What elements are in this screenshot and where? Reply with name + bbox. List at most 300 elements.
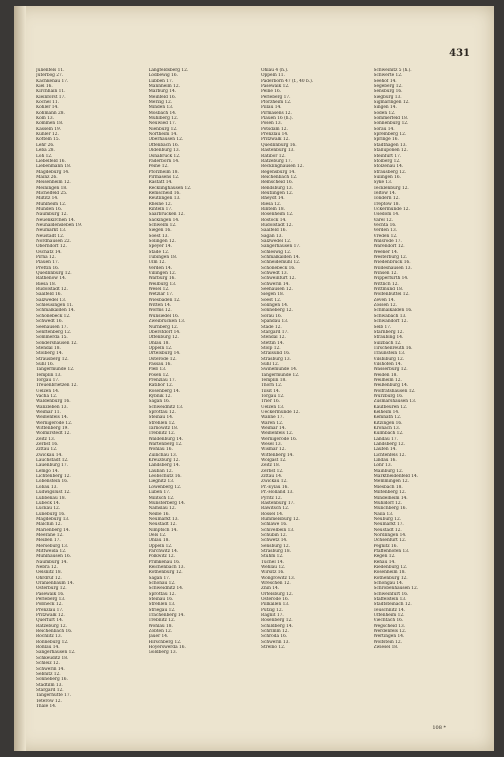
index-entry: Pforzheim 18. xyxy=(148,169,179,175)
index-entry: Parchwitz 14. xyxy=(148,548,179,554)
index-entry: Reichenbach 13. xyxy=(148,564,185,570)
signature-mark: 108 * xyxy=(432,725,446,731)
index-entry: Ohrdruf 12. xyxy=(36,575,62,581)
index-entry: Rendsburg 13. xyxy=(261,185,294,191)
index-entry: Weißenfels 12. xyxy=(261,431,294,437)
index-entry: Schwerin 13. xyxy=(261,639,290,645)
index-entry: Trebnitz 12. xyxy=(148,431,176,437)
index-entry: Neuburg 12. xyxy=(373,516,402,522)
index-entry: Teterow 12. xyxy=(36,698,62,704)
index-entry: Oppeln 12. xyxy=(148,543,173,549)
index-entry: Weilburg 13. xyxy=(148,281,177,287)
index-entry: Peine 12. xyxy=(148,164,169,170)
index-entry: Merseburg 13. xyxy=(36,543,69,549)
index-entry: Wesel 12. xyxy=(148,287,170,293)
index-entry: Sömmerda 15. xyxy=(36,335,68,341)
index-entry: Pillkallen 13. xyxy=(261,602,290,608)
index-entry: Sensburg 12. xyxy=(261,543,290,549)
index-entry: Osterode 12. xyxy=(148,356,177,362)
index-entry: Neuhaldensleben 19. xyxy=(36,222,83,228)
index-entry: Ohlau 18. xyxy=(148,340,170,346)
index-entry: Sagan 13. xyxy=(261,233,283,239)
index-entry: Rybnik 12. xyxy=(148,393,172,399)
index-entry: Lichtenfels 12. xyxy=(373,452,406,458)
index-entry: Neuwied 17. xyxy=(148,121,177,127)
index-entry: Strelno 12. xyxy=(261,645,286,651)
index-entry: Trier 16. xyxy=(261,399,281,405)
index-entry: Löwenberg 12. xyxy=(148,484,182,490)
index-entry: Rudolstadt 12. xyxy=(36,287,68,293)
index-entry: Kötteln 15. xyxy=(36,137,61,143)
index-entry: Swinemünde 14. xyxy=(261,367,298,373)
index-entry: Solingen 14. xyxy=(261,303,289,309)
index-entry: Schildberg 14. xyxy=(261,623,293,629)
index-entry: Vreden 12. xyxy=(373,233,398,239)
index-entry: Kachkenau 17. xyxy=(36,78,69,84)
index-entry: Rostock 14. xyxy=(261,217,287,223)
index-entry: Usedom 14. xyxy=(373,212,400,218)
index-entry: Säckingen 14. xyxy=(148,217,180,223)
index-entry: Verden 14. xyxy=(148,265,173,271)
index-entry: Warendorf 12. xyxy=(373,244,405,250)
index-entry: Goldberg 13. xyxy=(148,650,177,656)
index-entry: Zweibrücken 13. xyxy=(148,319,186,325)
index-entry: Leobschütz 16. xyxy=(148,474,182,480)
index-entry: Stendal 18. xyxy=(36,345,61,351)
index-column-1 xyxy=(36,68,143,725)
index-entry: Kitzingen 16. xyxy=(373,420,403,426)
index-entry: Osnabrück 12. xyxy=(148,153,181,159)
index-entry: Reutlingen 13. xyxy=(148,196,181,202)
index-entry: Rehau 14. xyxy=(373,559,396,565)
index-entry: Lauenburg 17. xyxy=(36,463,69,469)
index-entry: Mannheim 12. xyxy=(148,84,180,90)
index-entry: Schroda 16. xyxy=(261,634,288,640)
index-entry: Schneidemühl 12. xyxy=(261,260,301,266)
index-entry: Suhl 16. xyxy=(36,361,55,367)
index-entry: Wittenberg 19. xyxy=(36,426,69,432)
index-entry: Nördlingen 14. xyxy=(373,532,407,538)
index-entry: Vacha 12. xyxy=(36,393,58,399)
index-entry: Malchin 12. xyxy=(36,522,62,528)
index-entry: Plauen 16 (h.). xyxy=(261,116,293,122)
index-entry: Münchberg 16. xyxy=(373,506,407,512)
index-entry: Zossen 12. xyxy=(373,303,397,309)
index-entry: Schwetz 14. xyxy=(261,538,288,544)
index-entry: Riesa 12. xyxy=(261,201,282,207)
index-entry: Rochlitz 13. xyxy=(36,634,62,640)
index-entry: Stargard 17. xyxy=(261,329,289,335)
index-entry: Pirmasens 12. xyxy=(261,110,292,116)
index-entry: Sulzbach 12. xyxy=(373,340,402,346)
index-entry: Nimptsch 14. xyxy=(148,527,178,533)
index-entry: Sensburg 16. xyxy=(373,89,403,95)
index-entry: Soest 12. xyxy=(261,297,282,303)
index-entry: Wegscheid 13. xyxy=(373,623,406,629)
index-entry: Thorn 12. xyxy=(261,383,283,389)
index-entry: Znin 14. xyxy=(261,586,280,592)
index-entry: Rastatt 14. xyxy=(148,180,173,186)
index-entry: Marienberg 14. xyxy=(36,527,70,533)
index-entry: Lindau 16. xyxy=(373,458,397,464)
index-entry: Wildeshausen 13. xyxy=(373,265,412,271)
index-entry: Marburg 14. xyxy=(148,89,177,95)
index-entry: Witten 14. xyxy=(148,303,172,309)
index-entry: Spandau 13. xyxy=(261,319,289,325)
index-entry: Peine 16. xyxy=(261,89,282,95)
index-entry: Nordhausen 22. xyxy=(36,239,71,244)
index-entry: Templin 13. xyxy=(36,372,62,378)
index-entry: Neumarkt 13. xyxy=(36,228,67,234)
index-entry: Stadtilm 13. xyxy=(36,682,63,688)
index-entry: Landsberg 12. xyxy=(373,442,405,448)
index-entry: Northeim 14. xyxy=(148,132,178,138)
index-entry: Ragnit 17. xyxy=(261,613,284,619)
index-entry: Kleinforst 17. xyxy=(36,94,66,100)
index-entry: Wolgast 12. xyxy=(261,458,287,464)
index-entry: Querfurt 14. xyxy=(36,618,64,624)
index-entry: Prenzlau 17. xyxy=(148,377,176,383)
index-entry: Soest 13. xyxy=(148,233,169,239)
index-entry: Stallupönen 12. xyxy=(373,148,408,154)
index-entry: Rosenberg 14. xyxy=(148,388,181,394)
index-entry: Waldenburg 14. xyxy=(148,436,184,442)
index-entry: Lehr 26. xyxy=(36,142,55,148)
index-entry: Varel 12. xyxy=(373,217,393,223)
index-entry: Schwerin 14. xyxy=(36,666,65,672)
index-entry: Salzwedel 13. xyxy=(36,297,67,303)
index-entry: Stolberg 14. xyxy=(36,351,63,357)
index-entry: Ratzeburg 12. xyxy=(36,623,67,629)
index-entry: Oberstdorf 14. xyxy=(148,329,181,335)
index-entry: Zerbst 12. xyxy=(261,468,284,474)
index-entry: Zwickau 14. xyxy=(36,452,63,458)
index-entry: Schkeuditz 18. xyxy=(36,655,69,661)
index-entry: Wunsiedel 16. xyxy=(148,313,180,319)
index-entry: Rothenburg 12. xyxy=(373,575,408,581)
index-entry: Meerane 12. xyxy=(36,532,64,538)
index-entry: Straubing 14. xyxy=(373,335,404,341)
index-entry: Suhl 12. xyxy=(261,361,280,367)
index-entry: Schweinfurt 12. xyxy=(261,276,296,282)
index-entry: Kohmann 28. xyxy=(36,110,65,116)
index-entry: Zwiesel 18. xyxy=(373,645,399,651)
index-entry: Rosenberg 12. xyxy=(261,618,293,624)
index-entry: Löh 12. xyxy=(36,153,53,159)
index-entry: Villingen 12. xyxy=(148,271,177,277)
index-entry: Mittweida 12. xyxy=(36,548,67,554)
index-entry: Ochsenfurt 12. xyxy=(373,538,407,544)
index-entry: Perleberg 13. xyxy=(36,597,66,603)
index-entry: Wertingen 14. xyxy=(373,634,405,640)
index-entry: Pritzwalk 12. xyxy=(261,137,290,143)
index-entry: Ortelsburg 14. xyxy=(148,351,181,357)
index-entry: Langfeldsberg 12. xyxy=(148,68,189,73)
index-entry: Regen 12. xyxy=(373,554,396,560)
index-entry: Rawitsch 12. xyxy=(261,506,290,512)
index-entry: Zeven 14. xyxy=(373,297,395,303)
page-number: 431 xyxy=(449,48,470,59)
index-entry: Trebnitz 12. xyxy=(148,618,176,624)
index-entry: Sagan 17. xyxy=(148,575,171,581)
index-entry: Wolfstein 12. xyxy=(373,639,402,645)
index-entry: Memmingen 12. xyxy=(373,479,409,485)
index-entry: Löbau 13. xyxy=(36,484,58,490)
index-entry: Osterode 16. xyxy=(261,597,290,603)
index-column-2 xyxy=(149,68,256,725)
index-entry: Vilshofen 14. xyxy=(373,361,402,367)
index-entry: Prenzlau 14. xyxy=(261,132,289,138)
index-entry: Kühler 12. xyxy=(36,132,59,138)
index-entry: Steinau 16. xyxy=(148,597,174,603)
index-entry: Stendal 12. xyxy=(261,335,286,341)
index-entry: Weißenburg 14. xyxy=(373,383,409,389)
index-entry: Striegau 12. xyxy=(148,607,176,613)
index-entry: Sonneberg 16. xyxy=(36,677,68,683)
index-entry: Ohlau 18. xyxy=(148,538,170,544)
index-entry: Meißen 17. xyxy=(36,538,61,544)
index-entry: Sonnenburg 12. xyxy=(373,121,409,127)
index-entry: Weener 14. xyxy=(373,249,399,255)
index-entry: Strasburg 18. xyxy=(261,548,292,554)
index-column-3 xyxy=(261,68,368,725)
index-entry: Weilheim 12. xyxy=(373,377,402,383)
index-entry: Offenburg 12. xyxy=(148,335,179,341)
index-entry: Rummelsburg 12. xyxy=(261,516,300,522)
index-entry: Stolzenau 14. xyxy=(373,164,404,170)
index-entry: Zobten 12. xyxy=(148,629,173,635)
index-entry: Tangermünde 12. xyxy=(36,367,75,373)
index-entry: Steinau 14. xyxy=(148,415,174,421)
index-entry: Lodbewig 16. xyxy=(148,73,178,79)
index-entry: Kemnath 12. xyxy=(373,415,402,421)
index-entry: Pillau 14. xyxy=(261,105,282,111)
index-entry: Neustadt 12. xyxy=(36,233,65,239)
index-entry: Stolberg 12. xyxy=(373,158,401,164)
index-entry: Schwerte 12. xyxy=(373,73,403,79)
index-entry: Kiel 16. xyxy=(36,84,53,90)
index-entry: Nienburg 12. xyxy=(148,126,178,132)
index-entry: Schweidnitz 13. xyxy=(148,404,184,410)
index-entry: Wernigerode 12. xyxy=(36,420,73,426)
index-entry: Zeitz 13. xyxy=(36,436,56,442)
index-entry: Nebra 12. xyxy=(36,564,58,570)
index-entry: Pößneck 12. xyxy=(36,602,63,608)
index-entry: Ueckermünde 12. xyxy=(261,410,300,415)
index-entry: Verden 13. xyxy=(373,228,398,234)
index-entry: Jauer 14. xyxy=(148,634,169,640)
index-entry: Lauban 12. xyxy=(148,468,173,474)
index-entry: Ratibor 12. xyxy=(261,153,286,159)
index-entry: Ratzeburg 17. xyxy=(261,158,292,164)
index-entry: Stadtsteinach 12. xyxy=(373,602,412,608)
index-entry: Osterburg 12. xyxy=(36,586,67,592)
index-entry: Pyritz 12. xyxy=(261,495,282,501)
index-entry: Teltow 14. xyxy=(373,190,397,196)
index-entry: Ratibor 12. xyxy=(148,383,174,389)
index-entry: Nürnberg 12. xyxy=(148,324,179,330)
index-entry: Roßlau 14. xyxy=(36,645,60,651)
index-entry: Neumarkt 17. xyxy=(373,522,404,528)
index-entry: Weimar 14. xyxy=(261,426,286,432)
index-entry: Winsen 12. xyxy=(373,271,398,277)
index-entry: Stuhm 12. xyxy=(261,554,284,560)
index-entry: Pr.-Eylau 16. xyxy=(261,484,289,490)
index-entry: Schubin 12. xyxy=(261,532,287,538)
index-entry: Neumarkt 13. xyxy=(148,516,179,522)
index-entry: Schweinitz 5 (h.). xyxy=(373,68,412,73)
index-entry: Springe 16. xyxy=(373,137,399,143)
index-entry: Lobenstein 16. xyxy=(36,479,69,485)
index-entry: Wolfratshausen 12. xyxy=(373,388,416,394)
index-entry: Wohlau 18. xyxy=(148,623,173,629)
index-entry: Rastenburg 17. xyxy=(261,500,295,506)
index-entry: Rheine 12. xyxy=(148,201,172,207)
index-entry: Solingen 12. xyxy=(148,239,176,244)
index-entry: Soden 12. xyxy=(373,110,396,116)
index-entry: Liebelfeld 16. xyxy=(36,158,66,164)
index-entry: Pirmasens 12. xyxy=(148,174,180,180)
index-column-4 xyxy=(374,68,481,725)
index-entry: Minden 13. xyxy=(148,105,174,111)
index-entry: Mainburg 12. xyxy=(373,468,404,474)
index-entry: Strausberg 12. xyxy=(373,169,407,175)
index-entry: Kelheim 14. xyxy=(373,410,400,415)
index-entry: Siegburg 13. xyxy=(373,94,402,100)
index-columns xyxy=(36,68,480,725)
index-entry: Wolfenbüttel 12. xyxy=(373,292,410,298)
index-entry: Singen 14. xyxy=(373,105,397,111)
index-entry: Traunstein 13. xyxy=(373,351,406,357)
index-entry: Wongrowitz 13. xyxy=(261,575,296,581)
index-entry: Tübingen 18. xyxy=(148,255,178,261)
index-entry: Staffelstein 13. xyxy=(373,597,407,603)
index-entry: Wolmirstedt 12. xyxy=(36,431,71,437)
index-entry: Kasseln 19. xyxy=(36,126,62,132)
index-entry: Laufen 14. xyxy=(373,447,397,453)
index-entry: Strehlen 12. xyxy=(148,420,176,426)
index-entry: Wanzleben 13. xyxy=(36,404,68,410)
index-entry: Reichenbach 16. xyxy=(36,629,73,635)
index-entry: Seehausen 12. xyxy=(261,287,293,293)
index-entry: Rathenow 14. xyxy=(36,276,67,282)
index-entry: Zerbst 16. xyxy=(36,442,59,448)
index-entry: Siegen 16. xyxy=(148,228,172,234)
index-entry: Sigmaringen 12. xyxy=(373,100,410,106)
index-entry: Wiedenbrück 16. xyxy=(373,260,411,266)
index-entry: Züllichau 13. xyxy=(148,452,178,458)
index-entry: Zittau 14. xyxy=(261,474,283,480)
index-entry: Sagan 16. xyxy=(148,399,171,405)
index-entry: Schwedt 16. xyxy=(36,319,64,325)
index-entry: Schweidnitz 14. xyxy=(148,586,184,592)
index-entry: Mühlheim 12. xyxy=(36,201,67,207)
index-entry: Schrobenhausen 12. xyxy=(373,586,419,592)
index-entry: Miesbach 18. xyxy=(373,484,403,490)
index-entry: Lohr 13. xyxy=(373,463,392,469)
index-entry: Oldenburg 13. xyxy=(148,148,180,154)
index-entry: Remscheid 16. xyxy=(261,180,294,186)
index-entry: Sangerhausen 12. xyxy=(36,650,76,656)
index-entry: Kommen 18. xyxy=(36,121,64,127)
index-entry: Vechta 16. xyxy=(373,222,397,228)
index-entry: Münsterberg 14. xyxy=(148,500,186,506)
index-entry: Ortelsburg 12. xyxy=(261,591,293,597)
index-entry: Teuschnitz 14. xyxy=(373,607,406,613)
index-entry: Stolp 12. xyxy=(261,345,281,351)
index-entry: Rothenburg 12. xyxy=(148,570,183,576)
index-entry: Wohlau 16. xyxy=(148,447,173,453)
index-entry: Quedlinburg 16. xyxy=(261,142,297,148)
index-entry: Sommerfeld 18. xyxy=(373,116,409,122)
index-entry: Oranienbaum 14. xyxy=(36,581,74,586)
index-entry: Uckermünde 12. xyxy=(373,206,410,212)
index-entry: Liebenmann 18. xyxy=(36,164,72,170)
index-entry: Wernigerode 16. xyxy=(261,436,298,442)
index-entry: Uelzen 14. xyxy=(36,388,60,394)
index-entry: Tuchel 14. xyxy=(261,559,284,565)
index-entry: Putzig 12. xyxy=(261,607,283,613)
index-entry: Ludwigslust 12. xyxy=(36,490,71,496)
index-entry: Steinfurt 17. xyxy=(373,153,402,159)
index-entry: Kreuzburg 12. xyxy=(148,458,180,464)
index-entry: Westerburg 12. xyxy=(373,255,408,261)
index-entry: Spremberg 12. xyxy=(373,132,407,138)
index-entry: Warburg 16. xyxy=(148,276,176,282)
index-entry: Mühlhausen 16. xyxy=(36,554,72,560)
index-entry: Rosenheim 18. xyxy=(373,570,406,576)
index-entry: Recklinghausen 12. xyxy=(261,164,304,170)
index-entry: Rössel 14. xyxy=(261,511,284,517)
index-entry: Lemgo 14. xyxy=(36,468,60,474)
index-entry: Lüben 17. xyxy=(148,490,171,496)
index-entry: Stettin 14. xyxy=(261,340,285,346)
index-entry: Schwedt 13. xyxy=(261,271,289,277)
index-entry: Michelfeld 25. xyxy=(36,190,68,196)
index-entry: Wehlau 12. xyxy=(261,564,286,570)
index-entry: Ronneburg 12. xyxy=(36,639,69,645)
index-entry: Oelsnitz 18. xyxy=(36,570,62,576)
index-entry: Mindelheim 14. xyxy=(373,495,408,501)
index-entry: Tondern 12. xyxy=(373,196,400,202)
index-entry: Wittenberg 14. xyxy=(261,452,294,458)
index-entry: Lübeck 14. xyxy=(36,500,61,506)
index-entry: Prenzlau 17. xyxy=(36,607,64,613)
index-entry: Stade 12. xyxy=(261,324,282,330)
index-entry: Pirna 12. xyxy=(36,255,56,261)
index-entry: Pleß 13. xyxy=(148,367,167,373)
index-entry: Wiesbaden 12. xyxy=(148,297,181,303)
index-entry: Kirchhain 11. xyxy=(36,89,66,95)
index-entry: Hirschberg 12. xyxy=(148,639,182,645)
index-entry: Wittmund 18. xyxy=(373,287,404,293)
index-entry: Tangermünde 12. xyxy=(261,372,300,378)
index-entry: Schmalkalden 16. xyxy=(373,308,413,314)
index-entry: Weiden 18. xyxy=(373,372,398,378)
index-entry: Torgau 12. xyxy=(261,393,285,399)
index-entry: Schrimm 12. xyxy=(261,629,289,635)
index-entry: Waldenburg 16. xyxy=(36,399,71,405)
index-entry: Pforzheim 12. xyxy=(261,100,292,106)
index-entry: Sprottau 12. xyxy=(148,410,176,415)
index-entry: Julienfels 11. xyxy=(36,68,65,73)
index-entry: Siegen 18. xyxy=(261,292,285,298)
index-entry: Primkenau 16. xyxy=(148,559,181,565)
index-entry: Rinteln 18. xyxy=(261,206,285,212)
index-entry: Reichenbach 12. xyxy=(261,174,298,180)
index-entry: Landau 17. xyxy=(373,436,398,442)
index-entry: Weimar 11. xyxy=(36,410,61,415)
